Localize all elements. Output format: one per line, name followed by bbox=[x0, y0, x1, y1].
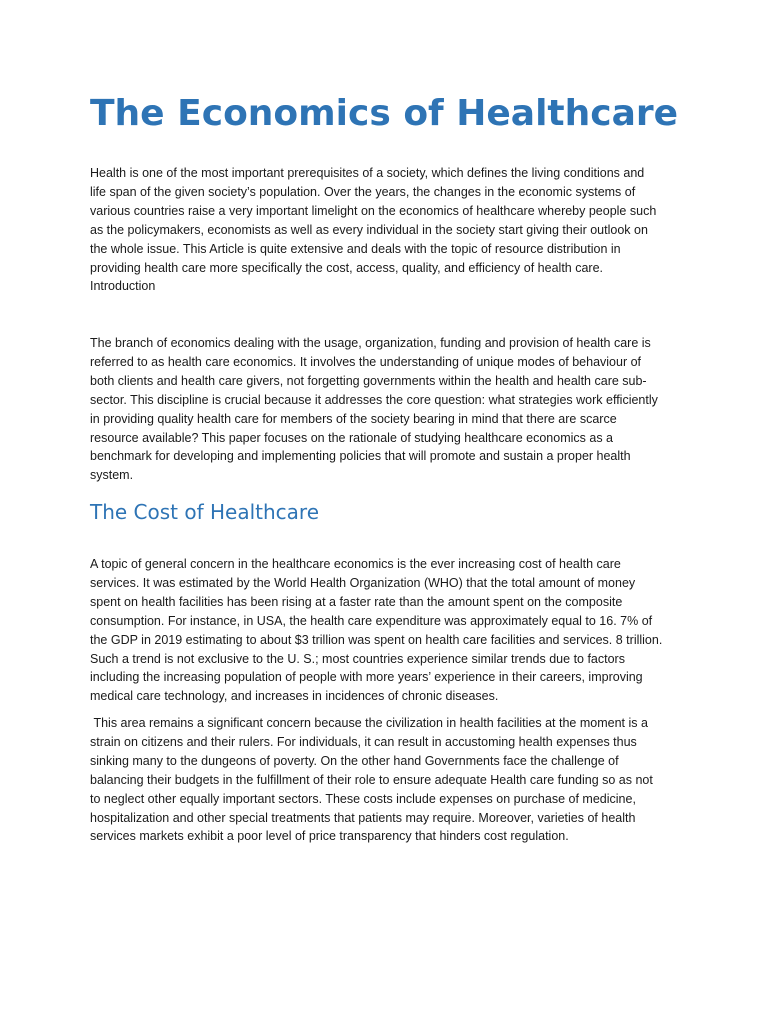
paragraph-line: sector. This discipline is crucial because it addresses the core question: what strategies work efficiently bbox=[90, 392, 658, 407]
paragraph-line: both clients and health care givers, not forgetting governments within the health and health care sub- bbox=[90, 373, 647, 388]
paragraph-line: services markets exhibit a poor level of price transparency that hinders cost regulation. bbox=[90, 829, 569, 844]
paragraph-line: services. It was estimated by the World Health Organization (WHO) that the total amount of money bbox=[90, 575, 636, 590]
paragraph-line: balancing their budgets in the fulfillment of their role to ensure adequate Health care funding so as not bbox=[90, 772, 653, 787]
paragraph-line: consumption. For instance, in USA, the health care expenditure was approximately equal to 16. 7% of bbox=[90, 613, 653, 628]
paragraph-line: A topic of general concern in the healthcare economics is the ever increasing cost of health care bbox=[90, 557, 621, 571]
paragraph-line: life span of the given society’s population. Over the years, the changes in the economic systems of bbox=[90, 184, 636, 199]
paragraph-line: hospitalization and other special treatments that patients may require. Moreover, varieties of health bbox=[90, 810, 636, 825]
paragraph-line: The branch of economics dealing with the usage, organization, funding and provision of health care is bbox=[90, 336, 651, 350]
cost-paragraph-2 bbox=[90, 714, 676, 846]
intro-paragraph bbox=[90, 164, 676, 296]
paragraph-line: various countries raise a very important limelight on the economics of healthcare whereby people such bbox=[90, 203, 657, 218]
paragraph-line: referred to as health care economics. It involves the understanding of unique modes of behaviour of bbox=[90, 354, 642, 369]
paragraph-line: spent on health facilities has been rising at a faster rate than the amount spent on the composite bbox=[90, 594, 623, 609]
paragraph-line: providing health care more specifically the cost, access, quality, and efficiency of health care. bbox=[90, 260, 604, 275]
paragraph-line: system. bbox=[90, 468, 134, 483]
paragraph-line: medical care technology, and increases in incidences of chronic diseases. bbox=[90, 689, 499, 704]
paragraph-line: This area remains a significant concern because the civilization in health facilities at the moment is a bbox=[90, 716, 648, 730]
paragraph-line: sinking many to the dungeons of poverty. On the other hand Governments face the challenge of bbox=[90, 753, 619, 768]
paragraph-line: strain on citizens and their rulers. For individuals, it can result in accustoming health expenses thus bbox=[90, 734, 637, 749]
paragraph-line: resource available? This paper focuses on the rationale of studying healthcare economics as a bbox=[90, 430, 613, 445]
document-title: The Economics of Healthcare bbox=[90, 93, 679, 134]
paragraph-line: Health is one of the most important prerequisites of a society, which defines the living conditions and bbox=[90, 166, 645, 180]
paragraph-line: in providing quality health care for members of the society bearing in mind that there are scarce bbox=[90, 411, 617, 426]
cost-paragraph-1 bbox=[90, 555, 676, 706]
paragraph-line: benchmark for developing and implementing policies that will promote and sustain a proper health bbox=[90, 449, 631, 464]
paragraph-line: Such a trend is not exclusive to the U. S.; most countries experience similar trends due to factors bbox=[90, 651, 625, 666]
paragraph-line: the GDP in 2019 estimating to about $3 trillion was spent on health care facilities and services. 8 trillion. bbox=[90, 632, 663, 647]
paragraph-line: as the policymakers, economists as well as every individual in the society start giving their outlook on bbox=[90, 222, 648, 237]
paragraph-line: including the increasing population of people with more years’ experience in their careers, improving bbox=[90, 670, 643, 685]
paragraph-line: the whole issue. This Article is quite extensive and deals with the topic of resource distribution in bbox=[90, 241, 621, 256]
paragraph-line: Introduction bbox=[90, 279, 156, 294]
section-heading-cost: The Cost of Healthcare bbox=[90, 500, 320, 524]
branch-paragraph bbox=[90, 334, 676, 485]
paragraph-line: to neglect other equally important sectors. These costs include expenses on purchase of medicine, bbox=[90, 791, 636, 806]
